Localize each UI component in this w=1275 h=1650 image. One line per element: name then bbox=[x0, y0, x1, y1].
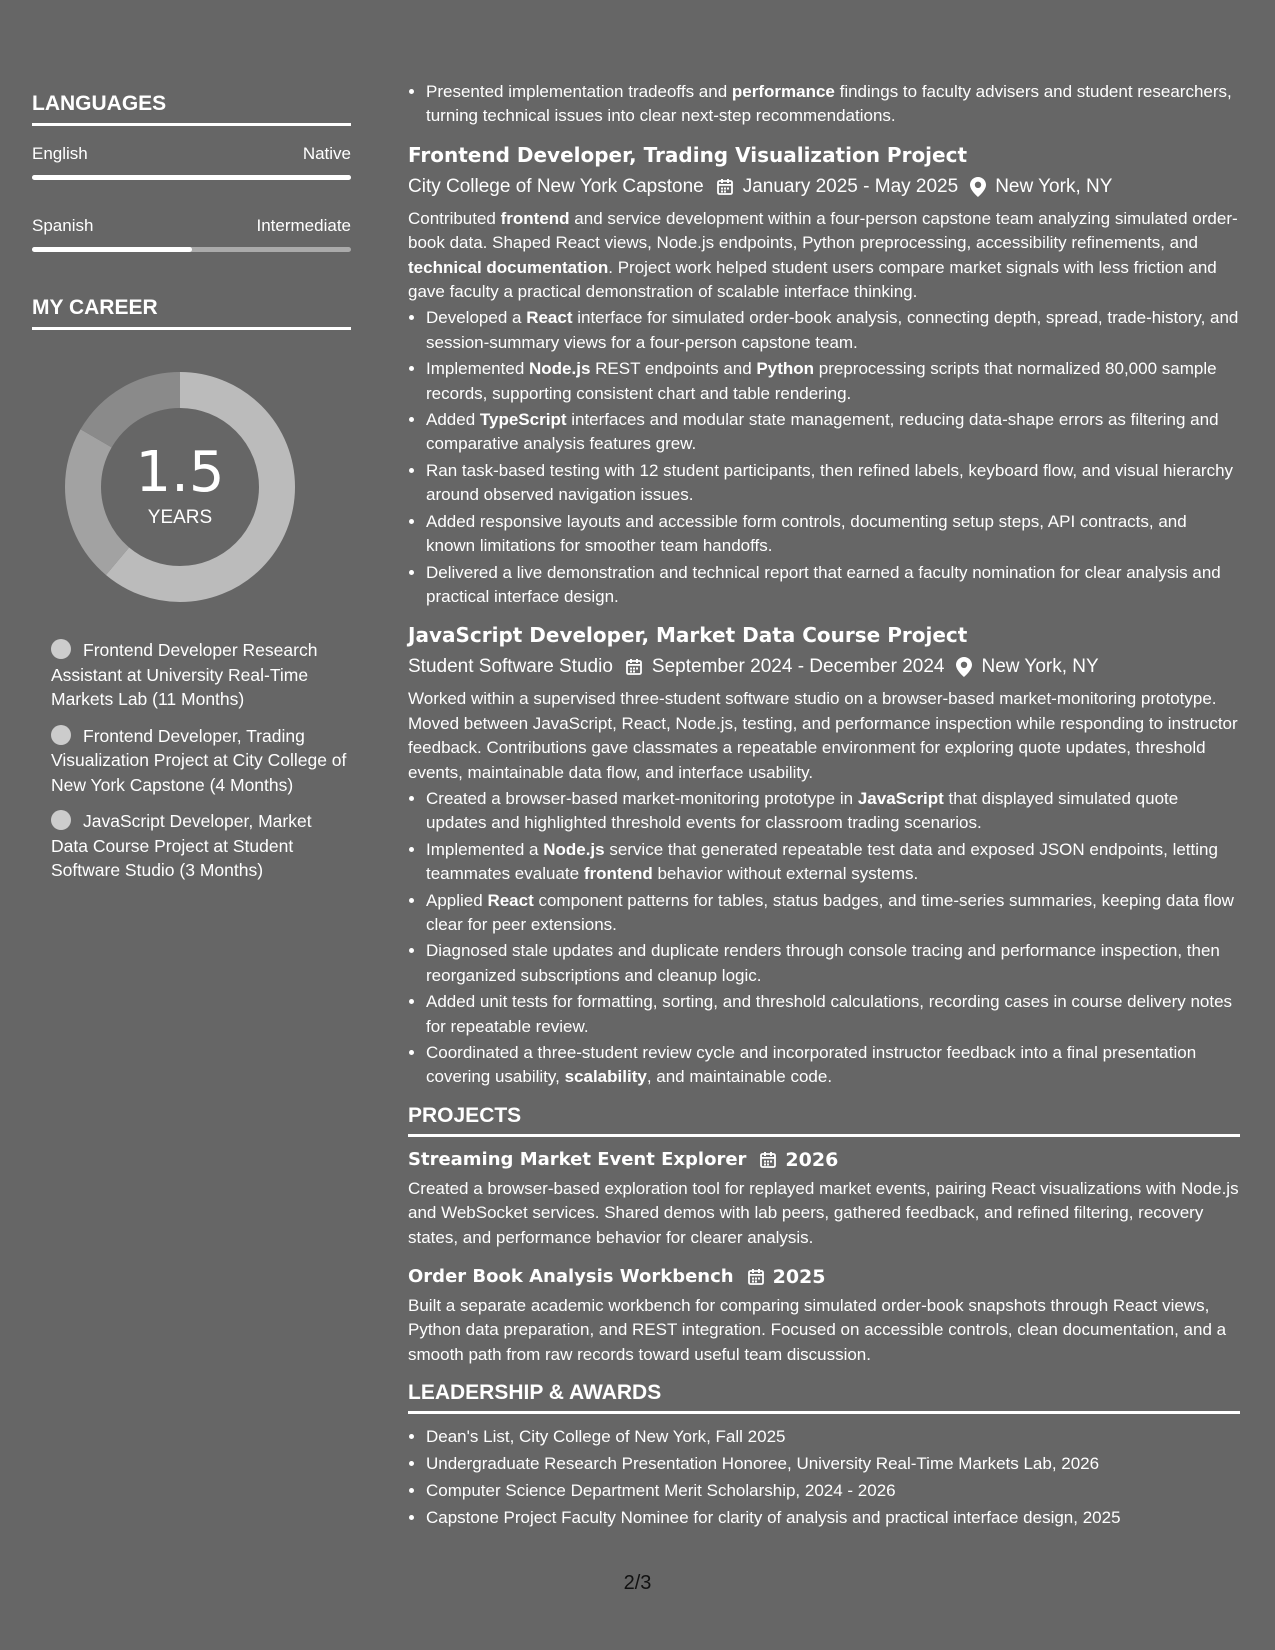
projects-heading: PROJECTS bbox=[408, 1104, 1240, 1137]
career-total bbox=[65, 372, 295, 602]
career-total-unit: YEARS bbox=[147, 507, 213, 528]
project-year: 2026 bbox=[785, 1148, 839, 1171]
job-summary: Worked within a supervised three-student software studio on a browser-based market-monitoring prototype. Moved between JavaScript, React, Node.js, testing, and performance inspection while responding to instructor feedback. Contributions gave classmates a repeatable environment for exploring quote updates, threshold events, maintainable data flow, and interface usability. bbox=[408, 689, 1238, 782]
language-item bbox=[32, 216, 351, 252]
career-item bbox=[51, 638, 351, 712]
main-content bbox=[408, 80, 1240, 1531]
language-proficiency-fill bbox=[32, 175, 351, 180]
job-location: New York, NY bbox=[995, 175, 1113, 197]
leadership-heading: LEADERSHIP & AWARDS bbox=[408, 1381, 1240, 1414]
career-dot-icon bbox=[51, 810, 71, 830]
job-meta bbox=[408, 653, 1240, 681]
language-proficiency-bar bbox=[32, 247, 351, 252]
experience-entry bbox=[408, 141, 1240, 610]
career-dot-icon bbox=[51, 639, 71, 659]
calendar-icon bbox=[759, 1151, 777, 1169]
sidebar bbox=[32, 92, 351, 895]
career-item bbox=[51, 809, 351, 883]
job-title: JavaScript Developer, Market Data Course Project bbox=[408, 623, 968, 648]
experience-bullet: • Created a browser-based market-monitoring prototype in JavaScript that displayed simulated quote updates and highlighted threshold events for classroom trading scenarios. bbox=[426, 787, 1240, 836]
award-item: • Undergraduate Research Presentation Honoree, University Real-Time Markets Lab, 2026 bbox=[426, 1451, 1240, 1478]
job-bullets bbox=[408, 787, 1240, 1090]
language-row bbox=[32, 216, 351, 236]
job-meta bbox=[408, 173, 1240, 201]
language-proficiency-bar bbox=[32, 175, 351, 180]
job-summary: Contributed frontend and service development within a four-person capstone team analyzing simulated order-book data. Shaped React views, Node.js endpoints, Python preprocessing, accessibility refinements, and technical documentation. Project work helped student users compare market signals with less friction and gave faculty a practical demonstration of scalable interface thinking. bbox=[408, 208, 1238, 302]
awards-list bbox=[408, 1424, 1240, 1531]
award-item: • Capstone Project Faculty Nominee for clarity of analysis and practical interface design, 2025 bbox=[426, 1505, 1240, 1532]
job-dates: January 2025 - May 2025 bbox=[742, 175, 959, 197]
map-pin-icon bbox=[970, 177, 986, 197]
experience-entry bbox=[408, 621, 1240, 1090]
experience-bullet: • Implemented Node.js REST endpoints and Python preprocessing scripts that normalized 80,000 sample records, supporting consistent chart and table rendering. bbox=[426, 357, 1240, 406]
job-bullets bbox=[408, 306, 1240, 609]
carryover-bullets bbox=[408, 80, 1240, 129]
experience-bullet: • Ran task-based testing with 12 student participants, then refined labels, keyboard flow, and visual hierarchy around observed navigation issues. bbox=[426, 459, 1240, 508]
experience-bullet: • Added TypeScript interfaces and modular state management, reducing data-shape errors as filtering and comparative analysis features grew. bbox=[426, 408, 1240, 457]
project-description: Built a separate academic workbench for comparing simulated order-book snapshots through React views, Python data preparation, and REST integration. Focused on accessible controls, clean documentation, and a smooth path from raw records toward useful team discussion. bbox=[408, 1296, 1227, 1364]
experience-list bbox=[408, 141, 1240, 1090]
project-entry bbox=[408, 1147, 1240, 1250]
project-entry bbox=[408, 1264, 1240, 1367]
job-dates: September 2024 - December 2024 bbox=[651, 656, 945, 678]
career-total-value: 1.5 bbox=[135, 440, 225, 505]
career-heading: MY CAREER bbox=[32, 296, 351, 330]
calendar-icon bbox=[747, 1268, 765, 1286]
page-number: 2/3 bbox=[623, 1572, 652, 1594]
project-header bbox=[408, 1264, 1240, 1290]
career-dot-icon bbox=[51, 725, 71, 745]
experience-bullet: • Diagnosed stale updates and duplicate renders through console tracing and performance inspection, then reorganized subscriptions and cleanup logic. bbox=[426, 939, 1240, 988]
experience-bullet: • Applied React component patterns for tables, status badges, and time-series summaries, keeping data flow clear for peer extensions. bbox=[426, 889, 1240, 938]
experience-bullet: • Added responsive layouts and accessible form controls, documenting setup steps, API contracts, and known limitations for smoother team handoffs. bbox=[426, 510, 1240, 559]
project-year: 2025 bbox=[772, 1266, 826, 1289]
language-row bbox=[32, 144, 351, 164]
calendar-icon bbox=[625, 658, 643, 676]
career-item bbox=[51, 724, 351, 798]
languages-heading: LANGUAGES bbox=[32, 92, 351, 126]
job-organization: Student Software Studio bbox=[408, 656, 613, 678]
career-list bbox=[32, 638, 351, 883]
projects-list bbox=[408, 1147, 1240, 1367]
calendar-icon bbox=[716, 178, 734, 196]
experience-bullet: • Presented implementation tradeoffs and performance findings to faculty advisers and student researchers, turning technical issues into clear next-step recommendations. bbox=[426, 80, 1240, 129]
career-item-text: JavaScript Developer, Market Data Course Project at Student Software Studio (3 Months) bbox=[51, 811, 312, 880]
project-name: Order Book Analysis Workbench bbox=[408, 1266, 734, 1288]
project-header bbox=[408, 1147, 1240, 1173]
experience-bullet: • Coordinated a three-student review cycle and incorporated instructor feedback into a final presentation covering usability, scalability, and maintainable code. bbox=[426, 1041, 1240, 1090]
language-item bbox=[32, 144, 351, 180]
experience-bullet: • Delivered a live demonstration and technical report that earned a faculty nomination for clear analysis and practical interface design. bbox=[426, 561, 1240, 610]
career-item-text: Frontend Developer, Trading Visualization Project at City College of New York Capstone (4 Months) bbox=[51, 725, 347, 795]
job-title: Frontend Developer, Trading Visualization Project bbox=[408, 142, 968, 167]
language-level: Intermediate bbox=[256, 216, 351, 235]
project-description: Created a browser-based exploration tool for replayed market events, pairing React visualizations with Node.js and WebSocket services. Shared demos with lab peers, gathered feedback, and refined filtering, recovery states, and performance behavior for clearer analysis. bbox=[408, 1178, 1239, 1247]
job-location: New York, NY bbox=[981, 656, 1099, 678]
project-name: Streaming Market Event Explorer bbox=[408, 1148, 747, 1170]
language-name: Spanish bbox=[32, 216, 94, 235]
career-donut-chart bbox=[65, 372, 295, 602]
award-item: • Computer Science Department Merit Scholarship, 2024 - 2026 bbox=[426, 1478, 1240, 1505]
language-level: Native bbox=[302, 144, 351, 163]
language-name: English bbox=[32, 144, 88, 163]
language-proficiency-fill bbox=[32, 247, 192, 252]
experience-bullet: • Implemented a Node.js service that generated repeatable test data and exposed JSON endpoints, letting teammates evaluate frontend behavior without external systems. bbox=[426, 838, 1240, 887]
languages-list bbox=[32, 144, 351, 252]
experience-bullet: • Developed a React interface for simulated order-book analysis, connecting depth, spread, trade-history, and session-summary views for a four-person capstone team. bbox=[426, 306, 1240, 355]
job-organization: City College of New York Capstone bbox=[408, 175, 704, 197]
experience-bullet: • Added unit tests for formatting, sorting, and threshold calculations, recording cases in course delivery notes for repeatable review. bbox=[426, 990, 1240, 1039]
award-item: • Dean's List, City College of New York, Fall 2025 bbox=[426, 1424, 1240, 1451]
career-item-text: Frontend Developer Research Assistant at University Real-Time Markets Lab (11 Months) bbox=[51, 640, 318, 709]
map-pin-icon bbox=[956, 657, 972, 677]
